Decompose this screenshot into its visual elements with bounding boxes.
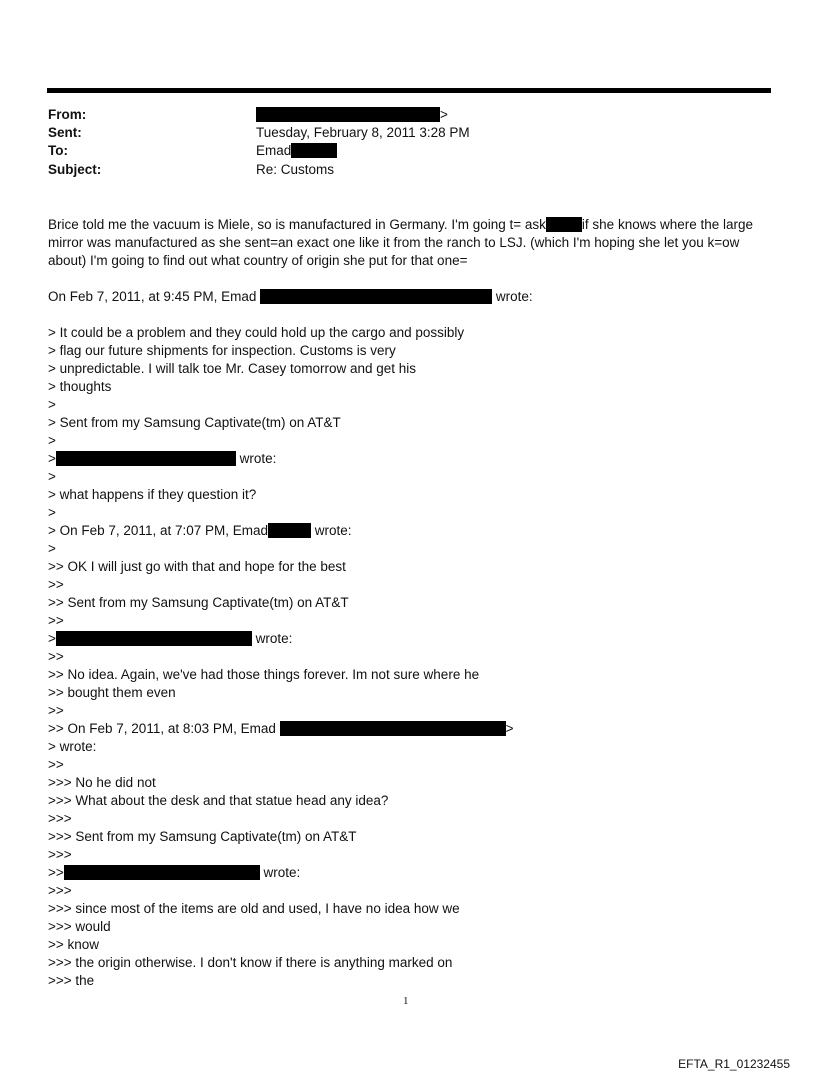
header-rule bbox=[47, 88, 771, 93]
body-text: wrote: bbox=[495, 289, 533, 304]
quoted-line: >>> would bbox=[48, 919, 111, 934]
quoted-line: > wrote: bbox=[48, 739, 97, 754]
redaction-box bbox=[280, 721, 506, 736]
subject-value: Re: Customs bbox=[256, 161, 335, 177]
blank-line bbox=[48, 270, 778, 288]
bates-number: EFTA_R1_01232455 bbox=[678, 1057, 790, 1071]
body-text: wrote: bbox=[239, 451, 277, 466]
quoted-line: >> OK I will just go with that and hope for the best bbox=[48, 559, 346, 574]
quoted-line: >> bbox=[48, 577, 64, 592]
quoted-line bbox=[48, 522, 778, 540]
quoted-line: > bbox=[48, 397, 56, 412]
quoted-line bbox=[48, 864, 778, 882]
blank-line bbox=[48, 306, 778, 324]
quoted-line: >> bbox=[48, 757, 64, 772]
quoted-line: >>> the bbox=[48, 973, 95, 988]
redaction-box bbox=[268, 523, 311, 538]
redaction-box bbox=[56, 451, 236, 466]
quoted-line: >> No idea. Again, we've had those things forever. Im not sure where he bbox=[48, 667, 480, 682]
subject-label: Subject: bbox=[48, 161, 102, 177]
quoted-line: >>> No he did not bbox=[48, 775, 156, 790]
quote-intro bbox=[48, 288, 778, 306]
body-text: wrote: bbox=[255, 631, 293, 646]
body-text: >> On Feb 7, 2011, at 8:03 PM, Emad bbox=[48, 721, 276, 736]
quoted-line: >> bbox=[48, 703, 64, 718]
quoted-line: >> bbox=[48, 649, 64, 664]
body-text: > bbox=[48, 451, 56, 466]
quoted-line: > bbox=[48, 505, 56, 520]
body-line: about) I'm going to find out what country of origin she put for that one= bbox=[48, 253, 468, 268]
quoted-line bbox=[48, 450, 778, 468]
quoted-line: >>> bbox=[48, 883, 72, 898]
body-text: wrote: bbox=[263, 865, 301, 880]
quoted-line: > what happens if they question it? bbox=[48, 487, 257, 502]
sent-value: Tuesday, February 8, 2011 3:28 PM bbox=[256, 125, 470, 141]
quoted-line: >> know bbox=[48, 937, 100, 952]
quoted-line: >>> since most of the items are old and used, I have no idea how we bbox=[48, 901, 460, 916]
body-text: Brice told me the vacuum is Miele, so is manufactured in Germany. I'm going t= ask bbox=[48, 217, 546, 232]
body-line bbox=[48, 216, 778, 234]
body-text: > bbox=[505, 721, 514, 736]
from-value-tail: > bbox=[440, 107, 448, 122]
quoted-line bbox=[48, 720, 778, 738]
redaction-box bbox=[256, 107, 440, 122]
redaction-box bbox=[56, 631, 252, 646]
quoted-line: > thoughts bbox=[48, 379, 112, 394]
quoted-line: > unpredictable. I will talk toe Mr. Casey tomorrow and get his bbox=[48, 361, 417, 376]
redaction-box bbox=[260, 289, 492, 304]
quoted-line: >> bought them even bbox=[48, 685, 176, 700]
quoted-line: >>> bbox=[48, 811, 72, 826]
to-value-text: Emad bbox=[256, 143, 292, 159]
quoted-line: > bbox=[48, 469, 56, 484]
quoted-line bbox=[48, 630, 778, 648]
quoted-line: >>> the origin otherwise. I don't know if there is anything marked on bbox=[48, 955, 453, 970]
quoted-line: > flag our future shipments for inspection. Customs is very bbox=[48, 343, 396, 358]
from-label: From: bbox=[48, 107, 87, 122]
quoted-line: > bbox=[48, 433, 56, 448]
body-text: if she knows where the large bbox=[581, 217, 754, 232]
body-text: wrote: bbox=[314, 523, 352, 538]
quoted-line: >>> bbox=[48, 847, 72, 862]
redaction-box bbox=[64, 865, 260, 880]
body-text: > On Feb 7, 2011, at 7:07 PM, Emad bbox=[48, 523, 269, 538]
page-number: 1 bbox=[403, 995, 409, 1007]
quoted-line: > It could be a problem and they could hold up the cargo and possibly bbox=[48, 325, 465, 340]
body-text: > bbox=[48, 631, 56, 646]
redaction-box bbox=[546, 217, 582, 232]
redaction-box bbox=[291, 143, 337, 158]
to-value bbox=[256, 143, 337, 158]
quoted-line: > bbox=[48, 541, 56, 556]
body-text: On Feb 7, 2011, at 9:45 PM, Emad bbox=[48, 289, 257, 304]
quoted-line: > Sent from my Samsung Captivate(tm) on AT&T bbox=[48, 415, 341, 430]
body-line: mirror was manufactured as she sent=an exact one like it from the ranch to LSJ. (which I'm hoping she let you k=ow bbox=[48, 235, 740, 250]
from-value bbox=[256, 107, 448, 122]
email-body bbox=[48, 216, 778, 990]
quoted-line: >>> What about the desk and that statue head any idea? bbox=[48, 793, 389, 808]
body-text: >> bbox=[48, 865, 64, 880]
quoted-line: >>> Sent from my Samsung Captivate(tm) on AT&T bbox=[48, 829, 357, 844]
quoted-line: >> bbox=[48, 613, 64, 628]
quoted-line: >> Sent from my Samsung Captivate(tm) on AT&T bbox=[48, 595, 349, 610]
to-label: To: bbox=[48, 143, 68, 159]
sent-label: Sent: bbox=[48, 125, 82, 141]
